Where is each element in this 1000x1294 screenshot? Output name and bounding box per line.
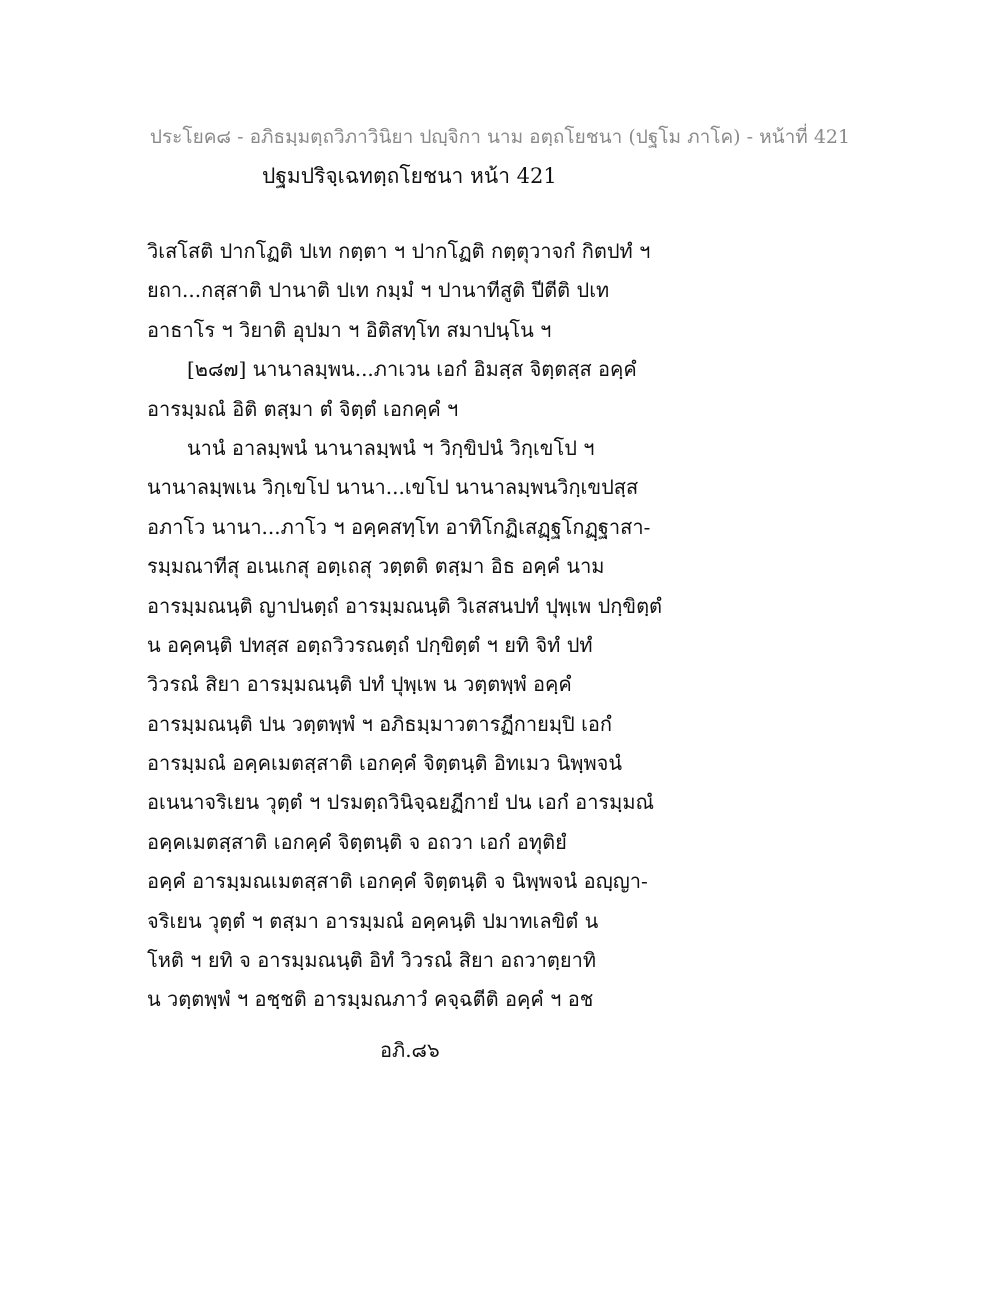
paragraph-start-line: [๒๘๗] นานาลมฺพน...ภาเวน เอกํ อิมสฺส จิตฺตสฺส อคฺคํ <box>187 357 637 382</box>
text-line: อารมฺมณํ อคฺคเมตสฺสาติ เอกคฺคํ จิตฺตนฺติ อิทเมว นิพฺพจนํ <box>147 751 623 776</box>
text-line: ยถา...กสฺสาติ ปานาติ ปเท กมฺมํ ฯ ปานาทีสูติ ปีตีติ ปเท <box>147 278 610 303</box>
text-line: วิวรณํ สิยา อารมฺมณนฺติ ปทํ ปุพฺเพ น วตฺตพฺพํ อคฺคํ <box>147 672 572 697</box>
text-line: อคฺคํ อารมฺมณเมตสฺสาติ เอกคฺคํ จิตฺตนฺติ จ นิพฺพจนํ อญฺญา- <box>147 869 648 894</box>
text-line: อภาโว นานา...ภาโว ฯ อคฺคสทฺโท อาทิโกฏิเสฏฺฐโกฏฺฐาสา- <box>147 514 651 539</box>
text-line: อารมฺมณนฺติ ญาปนตฺถํ อารมฺมณนฺติ วิเสสนปทํ ปุพฺเพ ปกฺขิตฺตํ <box>147 593 663 618</box>
page-footer-marker: อภิ.๘๖ <box>380 1038 440 1062</box>
paragraph-start-line: นานํ อาลมฺพนํ นานาลมฺพนํ ฯ วิกฺขิปนํ วิกฺเขโป ฯ <box>187 435 595 460</box>
text-line: อารมฺมณํ อิติ ตสฺมา ตํ จิตฺตํ เอกคฺคํ ฯ <box>147 396 459 421</box>
body-text <box>147 232 667 1020</box>
text-line: รมฺมณาทีสุ อเนเกสุ อตฺเถสุ วตฺตติ ตสฺมา อิธ อคฺคํ นาม <box>147 554 605 579</box>
text-line: น อคฺคนฺติ ปทสฺส อตฺถวิวรณตฺถํ ปกฺขิตฺตํ ฯ ยทิ จิทํ ปทํ <box>147 632 593 657</box>
text-line: วิเสโสติ ปากโฏติ ปเท กตฺตา ฯ ปากโฏติ กตฺตุวาจกํ กิตปทํ ฯ <box>147 239 651 263</box>
text-line: อารมฺมณนฺติ ปน วตฺตพฺพํ ฯ อภิธมฺมาวตารฏีกายมฺปิ เอกํ <box>147 711 613 736</box>
text-line: นานาลมฺพเน วิกฺเขโป นานา...เขโป นานาลมฺพนวิกฺเขปสฺส <box>147 475 639 500</box>
text-line: จริเยน วุตฺตํ ฯ ตสฺมา อารมฺมณํ อคฺคนฺติ ปมาทเลขิตํ น <box>147 908 599 933</box>
text-line: อคฺคเมตสฺสาติ เอกคฺคํ จิตฺตนฺติ จ อถวา เอกํ อทุติยํ <box>147 829 567 854</box>
text-line: อเนนาจริเยน วุตฺตํ ฯ ปรมตฺถวินิจฺฉยฏีกายํ ปน เอกํ อารมฺมณํ <box>147 790 655 815</box>
running-header: ประโยค๘ - อภิธมฺมตฺถวิภาวินิยา ปญฺจิกา นาม อตฺถโยชนา (ปฐโม ภาโค) - หน้าที่ 421 <box>149 126 851 148</box>
text-line: น วตฺตพฺพํ ฯ อชฺชติ อารมฺมณภาวํ คจฺฉตีติ อคฺคํ ฯ อช <box>147 987 594 1012</box>
page-title: ปฐมปริจฺเฉทตฺถโยชนา หน้า 421 <box>262 164 557 188</box>
text-line: อาธาโร ฯ วิยาติ อุปมา ฯ อิติสทฺโท สมาปนฺโน ฯ <box>147 317 552 342</box>
text-line: โหติ ฯ ยทิ จ อารมฺมณนฺติ อิทํ วิวรณํ สิยา อถวาตฺยาทิ <box>147 948 597 973</box>
